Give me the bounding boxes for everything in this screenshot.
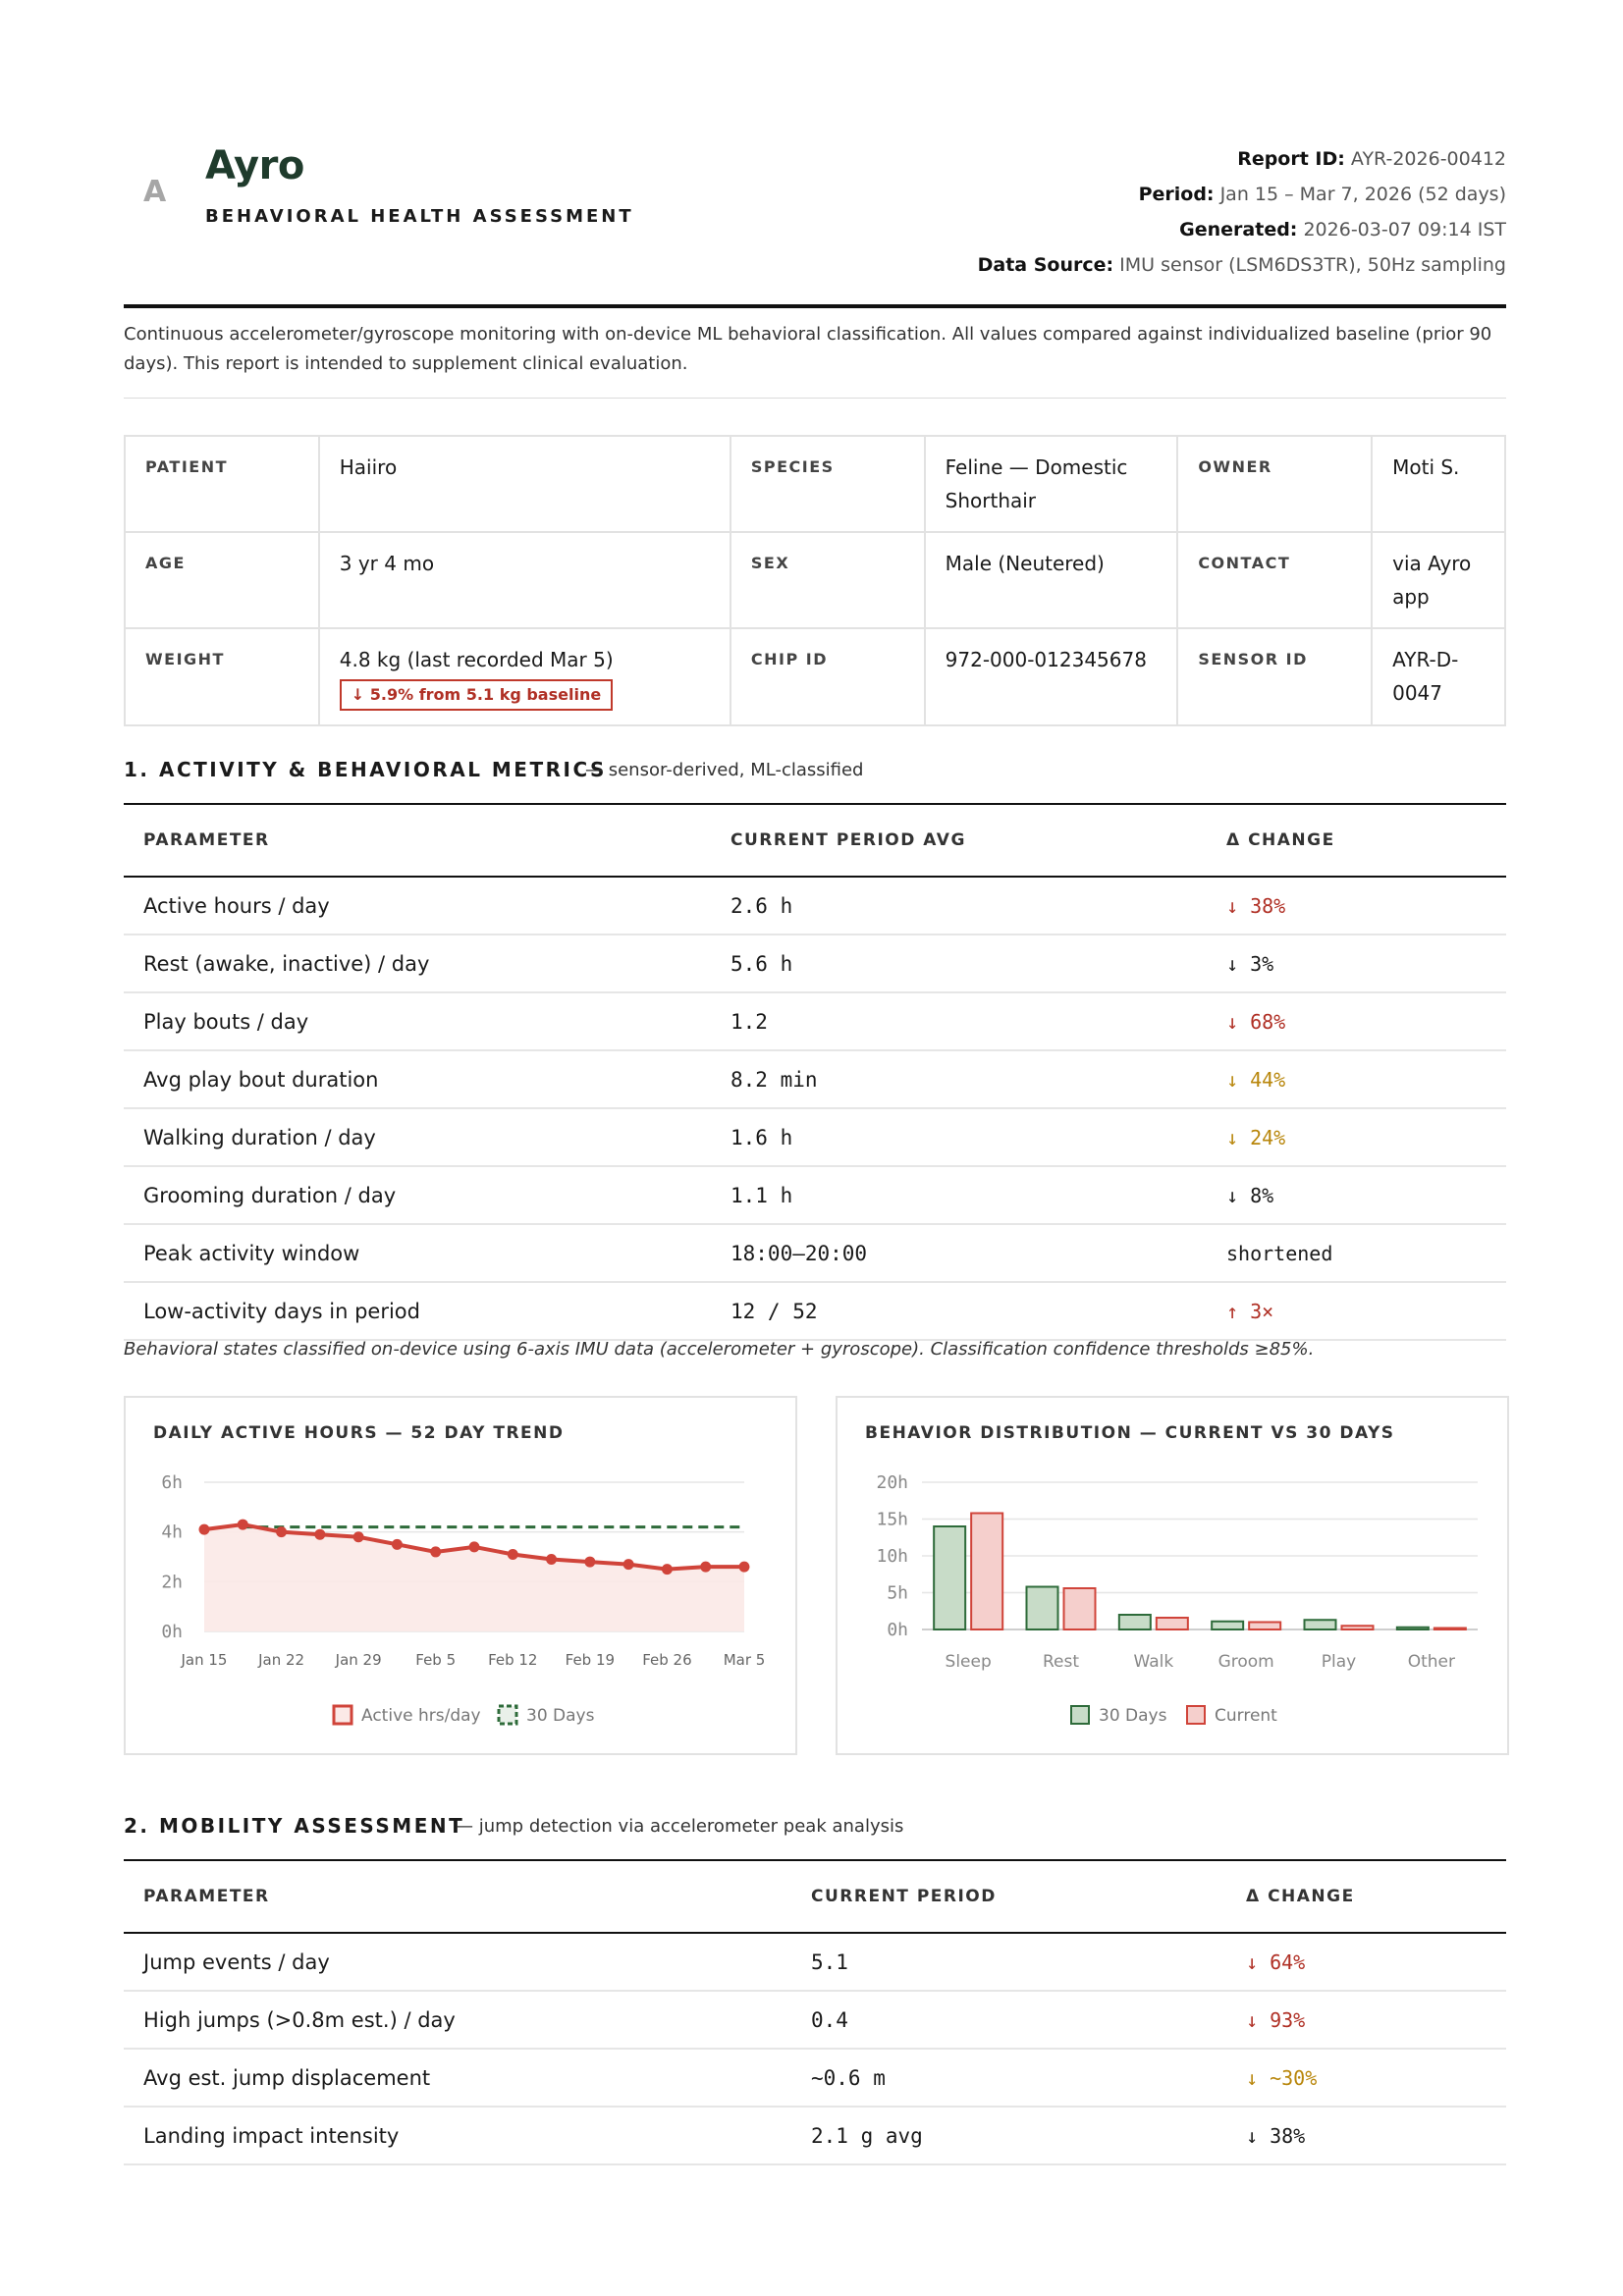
- table-row: [124, 1933, 1506, 1991]
- data-point: [430, 1546, 441, 1557]
- intro-text: Continuous accelerometer/gyroscope monitoring with on-device ML behavioral classification. All values compared against individualized baseline (prior 90 days). This report is intended to supplement clinical evaluation.: [124, 324, 1492, 374]
- section-title: 1. ACTIVITY & BEHAVIORAL METRICS: [124, 758, 607, 781]
- active-hours-trend-chart: [126, 1398, 795, 1753]
- value-cell: 1.1 h: [711, 1166, 1207, 1224]
- category-label: Groom: [1217, 1652, 1274, 1672]
- bar-baseline: [934, 1526, 965, 1629]
- data-point: [314, 1529, 325, 1540]
- value-cell: 5.6 h: [711, 934, 1207, 992]
- data-point: [623, 1559, 634, 1570]
- behavior-distribution-card: [836, 1396, 1509, 1755]
- data-point: [508, 1549, 518, 1560]
- bar-current: [1157, 1618, 1188, 1629]
- column-header: Δ CHANGE: [1207, 805, 1506, 877]
- category-label: Rest: [1042, 1652, 1080, 1672]
- report-subtitle: BEHAVIORAL HEALTH ASSESSMENT: [205, 206, 634, 227]
- bar-current: [1434, 1629, 1466, 1630]
- table-row: [124, 877, 1506, 934]
- data-point: [469, 1541, 480, 1552]
- sensor-label: SENSOR ID: [1177, 628, 1372, 725]
- parameter-cell: Walking duration / day: [124, 1108, 711, 1166]
- change-cell: ↓ ~30%: [1226, 2049, 1506, 2107]
- change-cell: ↓ 68%: [1207, 992, 1506, 1050]
- change-cell: shortened: [1207, 1224, 1506, 1282]
- weight-label: WEIGHT: [125, 628, 319, 725]
- change-cell: ↑ 3×: [1207, 1282, 1506, 1340]
- parameter-cell: Peak activity window: [124, 1224, 711, 1282]
- parameter-cell: Grooming duration / day: [124, 1166, 711, 1224]
- change-cell: ↓ 38%: [1207, 877, 1506, 934]
- value-cell: 5.1: [791, 1933, 1226, 1991]
- section-mobility-heading: [124, 1814, 1506, 1861]
- category-label: Play: [1321, 1652, 1357, 1672]
- change-cell: ↓ 44%: [1207, 1050, 1506, 1108]
- y-tick-label: 2h: [161, 1572, 183, 1593]
- x-tick-label: Feb 19: [565, 1651, 616, 1669]
- weight-cell: [319, 628, 730, 725]
- parameter-cell: Rest (awake, inactive) / day: [124, 934, 711, 992]
- bar-current: [1342, 1626, 1374, 1629]
- column-header: PARAMETER: [124, 805, 711, 877]
- bar-current: [1064, 1588, 1096, 1629]
- data-point: [739, 1562, 750, 1573]
- x-tick-label: Jan 22: [258, 1651, 305, 1669]
- table-row: [124, 1108, 1506, 1166]
- logo-mark: A: [143, 175, 167, 209]
- species-label: SPECIES: [730, 436, 925, 532]
- patient-name: Haiiro: [319, 436, 730, 532]
- parameter-cell: Jump events / day: [124, 1933, 791, 1991]
- meta-period: Period: Jan 15 – Mar 7, 2026 (52 days): [1138, 184, 1506, 205]
- age-value: 3 yr 4 mo: [319, 532, 730, 628]
- column-header: CURRENT PERIOD: [791, 1861, 1226, 1933]
- legend-swatch: [499, 1706, 516, 1724]
- legend-swatch: [334, 1706, 352, 1724]
- table-row: [124, 1050, 1506, 1108]
- table-row: [124, 2107, 1506, 2164]
- report-header: [124, 137, 1506, 304]
- value-cell: ~0.6 m: [791, 2049, 1226, 2107]
- y-tick-label: 6h: [161, 1472, 183, 1493]
- y-tick-label: 20h: [876, 1472, 908, 1493]
- section-subtitle: — jump detection via accelerometer peak analysis: [456, 1816, 904, 1837]
- change-cell: ↓ 3%: [1207, 934, 1506, 992]
- data-point: [392, 1539, 403, 1550]
- table-row: [124, 1282, 1506, 1340]
- header-divider: [124, 304, 1506, 308]
- mobility-metrics-table: [124, 1861, 1506, 2165]
- legend-swatch: [1187, 1706, 1205, 1724]
- legend-swatch: [1071, 1706, 1089, 1724]
- age-label: AGE: [125, 532, 319, 628]
- value-cell: 1.2: [711, 992, 1207, 1050]
- bar-baseline: [1305, 1620, 1336, 1629]
- meta-generated: Generated: 2026-03-07 09:14 IST: [1179, 219, 1506, 240]
- data-point: [584, 1557, 595, 1568]
- chart-title: DAILY ACTIVE HOURS — 52 DAY TREND: [153, 1423, 565, 1443]
- x-tick-label: Jan 15: [181, 1651, 228, 1669]
- data-point: [546, 1554, 557, 1565]
- species-value: Feline — Domestic Shorthair: [925, 436, 1178, 532]
- y-tick-label: 4h: [161, 1522, 183, 1543]
- y-tick-label: 0h: [161, 1622, 183, 1642]
- contact-label: CONTACT: [1177, 532, 1372, 628]
- bar-current: [971, 1514, 1002, 1630]
- sex-label: SEX: [730, 532, 925, 628]
- value-cell: 1.6 h: [711, 1108, 1207, 1166]
- column-header: Δ CHANGE: [1226, 1861, 1506, 1933]
- category-label: Walk: [1133, 1652, 1174, 1672]
- section-title: 2. MOBILITY ASSESSMENT: [124, 1814, 465, 1838]
- change-cell: ↓ 64%: [1226, 1933, 1506, 1991]
- x-tick-label: Jan 29: [335, 1651, 382, 1669]
- bar-baseline: [1027, 1587, 1058, 1630]
- y-tick-label: 10h: [876, 1546, 908, 1567]
- data-point: [700, 1562, 711, 1573]
- behavior-distribution-chart: [838, 1398, 1507, 1753]
- owner-value: Moti S.: [1372, 436, 1505, 532]
- chip-value: 972-000-012345678: [925, 628, 1178, 725]
- chip-label: CHIP ID: [730, 628, 925, 725]
- activity-metrics-table: [124, 805, 1506, 1341]
- table-row: [124, 1166, 1506, 1224]
- value-cell: 8.2 min: [711, 1050, 1207, 1108]
- data-point: [238, 1520, 248, 1530]
- report-meta: [978, 141, 1506, 283]
- parameter-cell: High jumps (>0.8m est.) / day: [124, 1991, 791, 2049]
- meta-data-source: Data Source: IMU sensor (LSM6DS3TR), 50Hz sampling: [977, 254, 1506, 276]
- change-cell: ↓ 24%: [1207, 1108, 1506, 1166]
- brand-name: Ayro: [205, 143, 304, 188]
- value-cell: 2.1 g avg: [791, 2107, 1226, 2164]
- value-cell: 12 / 52: [711, 1282, 1207, 1340]
- value-cell: 18:00–20:00: [711, 1224, 1207, 1282]
- chart-title: BEHAVIOR DISTRIBUTION — CURRENT VS 30 DAYS: [865, 1423, 1395, 1443]
- y-tick-label: 15h: [876, 1509, 908, 1530]
- weight-value: 4.8 kg (last recorded Mar 5): [339, 648, 614, 671]
- y-tick-label: 5h: [887, 1582, 908, 1604]
- report-page: [124, 137, 1506, 2148]
- x-tick-label: Mar 5: [723, 1651, 766, 1669]
- patient-info-grid: [124, 435, 1506, 726]
- x-tick-label: Feb 12: [488, 1651, 538, 1669]
- y-tick-label: 0h: [887, 1620, 908, 1640]
- category-label: Sleep: [945, 1652, 992, 1672]
- legend-label: Current: [1215, 1706, 1277, 1726]
- change-cell: ↓ 8%: [1207, 1166, 1506, 1224]
- table-row: [124, 1991, 1506, 2049]
- table-row: [124, 1224, 1506, 1282]
- active-hours-area: [204, 1524, 744, 1631]
- parameter-cell: Active hours / day: [124, 877, 711, 934]
- parameter-cell: Landing impact intensity: [124, 2107, 791, 2164]
- value-cell: 0.4: [791, 1991, 1226, 2049]
- legend-label: Active hrs/day: [361, 1706, 481, 1726]
- category-label: Other: [1407, 1652, 1455, 1672]
- active-hours-trend-card: [124, 1396, 797, 1755]
- bar-baseline: [1397, 1628, 1429, 1629]
- change-cell: ↓ 93%: [1226, 1991, 1506, 2049]
- parameter-cell: Avg est. jump displacement: [124, 2049, 791, 2107]
- x-tick-label: Feb 26: [642, 1651, 692, 1669]
- x-tick-label: Feb 5: [415, 1651, 457, 1669]
- table-row: [124, 2049, 1506, 2107]
- section-subtitle: — sensor-derived, ML-classified: [585, 760, 864, 780]
- section-activity-heading: [124, 758, 1506, 805]
- parameter-cell: Avg play bout duration: [124, 1050, 711, 1108]
- intro-divider: [124, 398, 1506, 399]
- data-point: [662, 1564, 673, 1575]
- owner-label: OWNER: [1177, 436, 1372, 532]
- legend-label: 30 Days: [1099, 1706, 1167, 1726]
- parameter-cell: Play bouts / day: [124, 992, 711, 1050]
- column-header: PARAMETER: [124, 1861, 791, 1933]
- table-row: [124, 934, 1506, 992]
- contact-value: via Ayro app: [1372, 532, 1505, 628]
- data-point: [199, 1524, 210, 1535]
- data-point: [276, 1526, 287, 1537]
- classification-note: Behavioral states classified on-device using 6-axis IMU data (accelerometer + gyroscope). Classification confidence thresholds ≥85%.: [124, 1339, 1315, 1360]
- sensor-value: AYR-D-0047: [1372, 628, 1505, 725]
- sex-value: Male (Neutered): [925, 532, 1178, 628]
- bar-current: [1249, 1623, 1280, 1630]
- table-row: [124, 992, 1506, 1050]
- patient-label: PATIENT: [125, 436, 319, 532]
- bar-baseline: [1212, 1622, 1243, 1629]
- meta-report-id: Report ID: AYR-2026-00412: [1237, 148, 1506, 170]
- value-cell: 2.6 h: [711, 877, 1207, 934]
- legend-label: 30 Days: [526, 1706, 595, 1726]
- data-point: [353, 1531, 364, 1542]
- weight-change-badge: ↓ 5.9% from 5.1 kg baseline: [340, 679, 613, 711]
- bar-baseline: [1119, 1615, 1151, 1629]
- change-cell: ↓ 38%: [1226, 2107, 1506, 2164]
- column-header: CURRENT PERIOD AVG: [711, 805, 1207, 877]
- parameter-cell: Low-activity days in period: [124, 1282, 711, 1340]
